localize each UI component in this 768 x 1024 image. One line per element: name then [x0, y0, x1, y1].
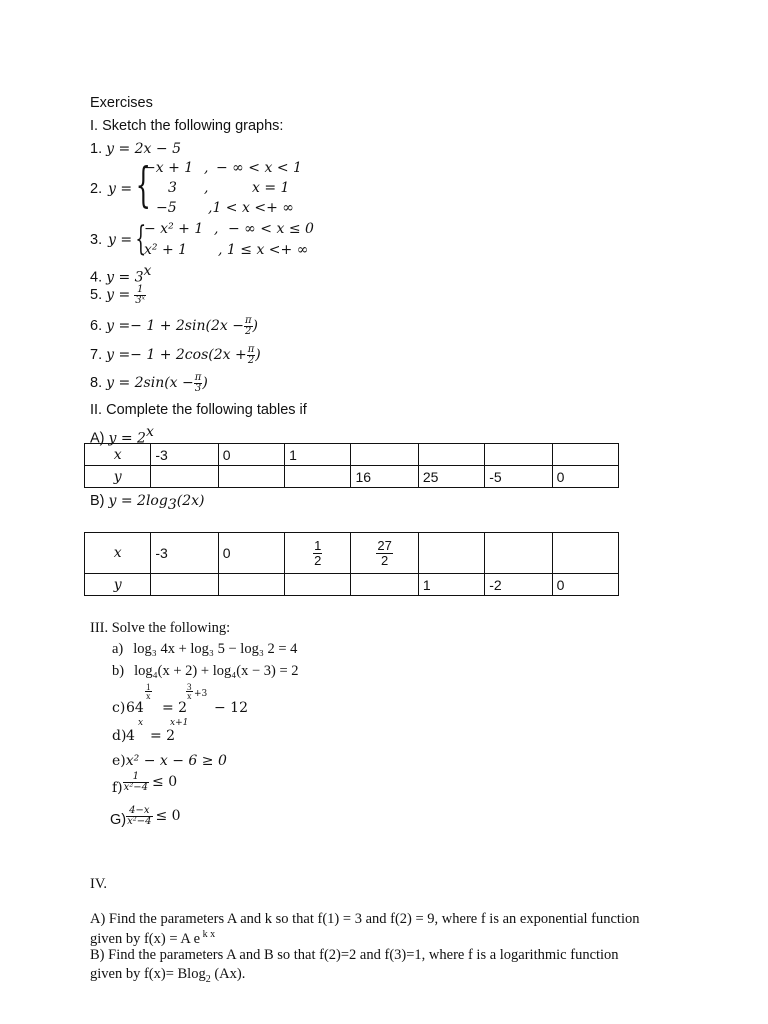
- problem-f: f) $\frac{1}{\text{x²−4}}$ ≤ 0: [112, 771, 178, 797]
- table-cell: [418, 444, 484, 466]
- table-a: [84, 443, 619, 488]
- table-cell: -2: [485, 574, 552, 596]
- problem-d: d) 4 x = 2 x+1: [112, 718, 189, 744]
- table-cell: [285, 466, 351, 488]
- table-cell: [285, 533, 351, 574]
- table-header-cell: x: [85, 444, 151, 466]
- table-row: [85, 466, 619, 488]
- table-cell: [418, 533, 484, 574]
- piecewise-brace: {: [135, 219, 147, 259]
- problem-e: e)x² − x − 6 ≥ 0: [112, 753, 227, 769]
- table-cell: 1: [285, 444, 351, 466]
- table-cell: 1: [418, 574, 484, 596]
- table-cell: 16: [351, 466, 418, 488]
- table-cell: [485, 444, 552, 466]
- table-cell: [218, 574, 284, 596]
- table-cell: -3: [151, 444, 218, 466]
- table-cell: [552, 533, 618, 574]
- table-cell: [351, 444, 418, 466]
- problem-iv-b-line-2: given by f(x)= Blog$_2$ (Ax).: [90, 966, 246, 985]
- exercise-1: 1. y = 2x − 5: [90, 141, 181, 157]
- section-2-title: II. Complete the following tables if: [90, 402, 307, 418]
- table-header-cell: x: [85, 533, 151, 574]
- table-a-label: A) $y = 2^x$: [90, 424, 154, 447]
- page-heading: Exercises: [90, 95, 153, 111]
- table-cell: 0: [552, 466, 618, 488]
- problem-b: b) log₄(x + 2) + log₄(x − 3) = 2: [112, 663, 299, 679]
- table-cell: [151, 574, 218, 596]
- fraction: $\frac{27}{2}$: [377, 537, 392, 568]
- exponent-fraction: $\frac{1}{x}$: [146, 682, 151, 701]
- exercise-5: 5. y = $\frac{1}{\text{3ˣ}}$: [90, 284, 146, 306]
- exercise-8: 8. y = 2sin(x − $\frac{\pi}{3}$ ): [90, 372, 208, 394]
- section-1-title: I. Sketch the following graphs:: [90, 118, 284, 134]
- problem-c: c) 64 $\frac{1}{x}$ = 2 $\frac{3}{x}$ +3 − 12: [112, 682, 248, 716]
- problem-iv-a-line-2: given by f(x) = A e $^{k x}$: [90, 929, 216, 947]
- exercise-4: 4. $y = 3^x$: [90, 263, 152, 286]
- exercise-6: 6. y =− 1 + 2sin(2x − $\frac{\pi}{2}$ ): [90, 315, 258, 337]
- fraction: $\frac{1}{2}$: [314, 537, 322, 568]
- table-cell: 0: [218, 533, 284, 574]
- table-header-cell: y: [85, 466, 151, 488]
- table-cell: [552, 444, 618, 466]
- table-cell: -3: [151, 533, 218, 574]
- table-cell: [351, 574, 418, 596]
- table-cell: [351, 533, 418, 574]
- table-cell: -5: [485, 466, 552, 488]
- table-cell: 25: [418, 466, 484, 488]
- piecewise-brace: {: [135, 157, 151, 213]
- table-cell: [151, 466, 218, 488]
- section-3-title: III. Solve the following:: [90, 620, 231, 636]
- table-row: [85, 444, 619, 466]
- exercise-7: 7. y =− 1 + 2cos(2x + $\frac{\pi}{2}$ ): [90, 344, 261, 366]
- section-4-title: IV.: [90, 876, 108, 892]
- table-row: [85, 574, 619, 596]
- table-cell: [218, 466, 284, 488]
- exponent-fraction: $\frac{3}{x}$: [187, 682, 192, 701]
- table-cell: 0: [218, 444, 284, 466]
- problem-iv-a-line-1: A) Find the parameters A and k so that f(1) = 3 and f(2) = 9, where f is an exponential function: [90, 911, 640, 927]
- table-cell: 0: [552, 574, 618, 596]
- table-b-label: B) $y = 2\log_3(2x)$: [90, 493, 205, 514]
- problem-a: a) log₃ 4x + log₃ 5 − log₃ 2 = 4: [112, 641, 298, 657]
- problem-iv-b-line-1: B) Find the parameters A and B so that f(2)=2 and f(3)=1, where f is a logarithmic function: [90, 947, 619, 963]
- table-row: [85, 533, 619, 574]
- problem-g: G) $\frac{4-x}{\text{x²−4}}$ ≤ 0: [110, 805, 181, 829]
- table-header-cell: y: [85, 574, 151, 596]
- table-b: [84, 532, 619, 596]
- table-cell: [485, 533, 552, 574]
- table-cell: [285, 574, 351, 596]
